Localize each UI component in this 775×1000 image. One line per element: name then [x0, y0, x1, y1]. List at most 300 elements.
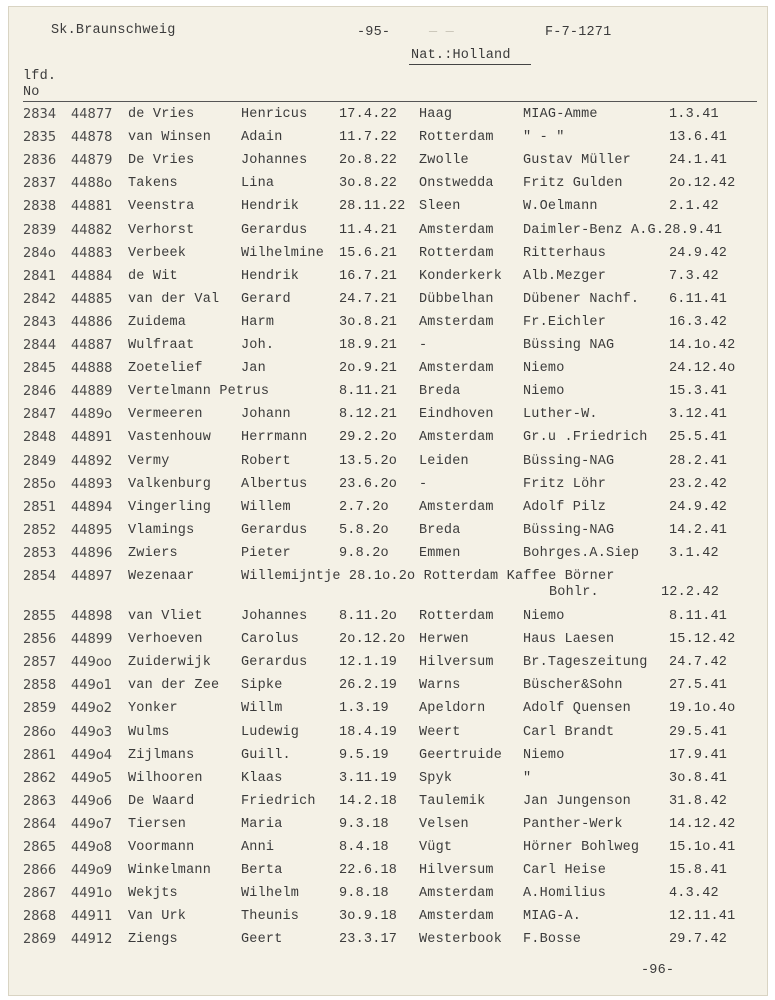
row-birth-date: 23.3.17	[339, 932, 398, 948]
row-first-name: Jan	[241, 361, 266, 377]
row-first-name: Albertus	[241, 476, 308, 492]
row-birth-date: 9.3.18	[339, 816, 389, 832]
row-number: 44879	[71, 153, 113, 169]
row-birth-place: Westerbook	[419, 932, 503, 948]
row-number: 44881	[71, 199, 113, 215]
table-row	[9, 725, 767, 747]
row-first-name: Friedrich	[241, 793, 316, 809]
row-lfd: 2864	[23, 816, 57, 832]
row-birth-date: 11.7.22	[339, 130, 398, 146]
row-surname: Ziengs	[128, 932, 178, 948]
row-surname: Veenstra	[128, 199, 195, 215]
table-row	[9, 932, 767, 954]
table-row	[9, 130, 767, 152]
row-employer: A.Homilius	[523, 886, 607, 902]
row-employer: Bohrges.A.Siep	[523, 545, 640, 561]
row-number: 449o6	[71, 793, 113, 809]
row-first-name: Johannes	[241, 153, 308, 169]
table-row	[9, 794, 767, 816]
row-birth-date: 3o.8.22	[339, 176, 398, 192]
nationality-heading: Nat.:Holland	[411, 48, 511, 63]
row-birth-place: Amsterdam	[419, 430, 494, 446]
row-birth-date: 2.7.2o	[339, 499, 389, 515]
row-employer: Fritz Gulden	[523, 176, 623, 192]
row-first-name: Hendrik	[241, 199, 300, 215]
row-first-name: Gerardus	[241, 655, 308, 671]
row-date: 24.1.41	[669, 153, 728, 169]
row-birth-date: 8.4.18	[339, 840, 389, 855]
row-birth-date: 11.4.21	[339, 222, 398, 238]
row-number: 449o1	[71, 678, 113, 694]
row-surname: Yonker	[128, 701, 178, 717]
row-first-name: Gerardus	[241, 522, 308, 538]
table-row	[9, 840, 767, 862]
row-number: 449o7	[71, 816, 113, 832]
row-number: 449o2	[71, 701, 113, 717]
row-lfd: 2834	[23, 107, 57, 122]
row-birth-date: 1.3.19	[339, 701, 389, 717]
row-number: 44889	[71, 384, 113, 400]
row-employer: Alb.Mezger	[523, 268, 607, 284]
row-date: 24.12.4o	[669, 361, 736, 377]
row-date: 12.11.41	[669, 909, 736, 925]
next-page-number: -96-	[641, 963, 675, 978]
row-lfd: 2855	[23, 609, 57, 624]
row-surname: Vastenhouw	[128, 430, 212, 446]
row-number: 449oo	[71, 655, 112, 671]
row-first-name: Lina	[241, 176, 275, 192]
table-row	[9, 771, 767, 793]
row-lfd: 2842	[23, 291, 57, 307]
row-surname: Van Urk	[128, 909, 187, 925]
row-date: 3.12.41	[669, 407, 728, 423]
table-row	[9, 523, 767, 545]
row-surname: Tiersen	[128, 816, 187, 832]
row-birth-date: 3.11.19	[339, 770, 398, 786]
row-first-name: Willm	[241, 701, 283, 717]
row-first-name: Maria	[241, 816, 283, 832]
table-row	[9, 107, 767, 129]
row-surname: Verbeek	[128, 245, 187, 261]
row-number: 44882	[71, 222, 113, 238]
row-first-name: Hendrik	[241, 268, 300, 284]
row-lfd: 2848	[23, 430, 57, 446]
row-birth-date: 8.11.2o	[339, 609, 398, 624]
row-birth-date: 9.8.2o	[339, 545, 389, 561]
row-date: 23.2.42	[669, 476, 728, 492]
table-row	[9, 909, 767, 931]
row-birth-date: 2o.8.22	[339, 153, 398, 169]
row-employer: Jan Jungenson	[523, 793, 631, 809]
row-lfd: 2844	[23, 338, 57, 353]
row-date: 15.3.41	[669, 384, 728, 400]
row-birth-date: 15.6.21	[339, 245, 398, 261]
row-first-name: Henricus	[241, 107, 308, 122]
row-first-name: Gerard	[241, 291, 291, 307]
row-birth-place: Zwolle	[419, 153, 469, 169]
row-date: 16.3.42	[669, 314, 728, 330]
row-employer: "	[523, 770, 532, 786]
row-lfd: 2866	[23, 863, 57, 879]
row-first-name: Gerardus	[241, 222, 308, 238]
row-employer: Niemo	[523, 609, 565, 624]
row-birth-date: 14.2.18	[339, 793, 398, 809]
table-row	[9, 176, 767, 198]
row-number: 44895	[71, 522, 113, 538]
row-birth-place: Amsterdam	[419, 886, 494, 902]
row-lfd: 2852	[23, 522, 57, 538]
row-birth-place: Geertruide	[419, 747, 503, 763]
row-date: 14.2.41	[669, 522, 728, 538]
row-first-name: Willem	[241, 499, 291, 515]
row-surname: de Wit	[128, 268, 178, 284]
row-surname: van Vliet	[128, 609, 203, 624]
table-row	[9, 886, 767, 908]
row-date: 25.5.41	[669, 430, 728, 446]
row-date: 15.1o.41	[669, 840, 736, 855]
row-lfd: 285o	[23, 476, 56, 492]
row-first-name: Joh.	[241, 338, 275, 353]
row-employer: Gr.u .Friedrich	[523, 430, 648, 446]
row-birth-place: Amsterdam	[419, 222, 494, 238]
row-birth-date: 16.7.21	[339, 268, 398, 284]
row-number: 44891	[71, 430, 113, 446]
row-date: 29.5.41	[669, 724, 728, 740]
row-number: 44899	[71, 632, 113, 648]
row-first-name: Guill.	[241, 747, 291, 763]
row-birth-place: Velsen	[419, 816, 469, 832]
row-employer: Carl Heise	[523, 863, 607, 879]
row-date: 19.1o.4o	[669, 701, 736, 717]
row-date: 27.5.41	[669, 678, 728, 694]
row-first-name: Willemijntje 28.1o.2o Rotterdam Kaffee Börner	[241, 569, 615, 584]
row-number: 44884	[71, 268, 113, 284]
row-number: 44896	[71, 545, 113, 561]
row-surname: Verhorst	[128, 222, 195, 238]
row-lfd: 2854	[23, 569, 57, 584]
row-number: 44886	[71, 314, 113, 330]
row-number: 44892	[71, 453, 113, 469]
header-rule	[23, 101, 757, 102]
row-surname: Zoetelief	[128, 361, 203, 377]
row-date: 14.12.42	[669, 816, 736, 832]
document-page	[8, 6, 768, 996]
row-employer: Daimler-Benz A.G.28.9.41	[523, 222, 723, 238]
table-row	[9, 430, 767, 452]
row-birth-date: 2o.9.21	[339, 361, 398, 377]
row-surname: Vertelmann Petrus	[128, 384, 270, 400]
table-row	[9, 454, 767, 476]
row-birth-date: 13.5.2o	[339, 453, 398, 469]
row-employer: Ritterhaus	[523, 245, 607, 261]
table-row	[9, 655, 767, 677]
table-row	[9, 315, 767, 337]
row-birth-place: Rotterdam	[419, 130, 494, 146]
row-surname: de Vries	[128, 107, 195, 122]
row-first-name: Anni	[241, 840, 275, 855]
row-employer: Adolf Pilz	[523, 499, 607, 515]
row-employer: Büssing NAG	[523, 338, 615, 353]
table-row	[9, 269, 767, 291]
row-surname: Wulfraat	[128, 338, 195, 353]
table-row	[9, 199, 767, 221]
row-birth-place: Emmen	[419, 545, 461, 561]
row-lfd: 2869	[23, 932, 57, 948]
row-first-name: Ludewig	[241, 724, 300, 740]
file-reference: F-7-1271	[545, 25, 612, 40]
row-birth-place: Warns	[419, 678, 461, 694]
row-surname: Wezenaar	[128, 569, 195, 584]
row-first-name: Wilhelm	[241, 886, 300, 902]
row-birth-date: 23.6.2o	[339, 476, 398, 492]
row-first-name: Geert	[241, 932, 283, 948]
row-surname: Takens	[128, 176, 178, 192]
row-birth-date: 18.9.21	[339, 338, 398, 353]
row-number: 44887	[71, 338, 113, 353]
table-row	[9, 153, 767, 175]
row-employer: MIAG-A.	[523, 909, 582, 925]
row-date: 24.7.42	[669, 655, 728, 671]
row-lfd: 2849	[23, 453, 57, 469]
row-birth-place: Konderkerk	[419, 268, 503, 284]
row-lfd: 2856	[23, 632, 57, 648]
row-surname: Vlamings	[128, 522, 195, 538]
table-row	[9, 500, 767, 522]
column-header-no: No	[23, 85, 40, 100]
row-surname: Zijlmans	[128, 747, 195, 763]
row-employer: F.Bosse	[523, 932, 582, 948]
nationality-underline	[409, 64, 531, 65]
row-lfd: 2839	[23, 222, 57, 238]
row-employer: Büssing-NAG	[523, 453, 615, 469]
row-number: 44911	[71, 909, 113, 925]
row-number: 449o9	[71, 863, 113, 879]
row-first-name: Johannes	[241, 609, 308, 624]
row-surname: Wilhooren	[128, 770, 203, 786]
table-row	[9, 338, 767, 360]
row-birth-place: Amsterdam	[419, 314, 494, 330]
row-surname: Wekjts	[128, 886, 178, 902]
row-birth-date: 29.2.2o	[339, 430, 398, 446]
row-employer: Hörner Bohlweg	[523, 840, 640, 855]
row-birth-date: 5.8.2o	[339, 522, 389, 538]
row-surname: Zuiderwijk	[128, 655, 212, 671]
row-birth-place: -	[419, 338, 428, 353]
row-lfd: 2853	[23, 545, 57, 561]
row-number: 44878	[71, 130, 113, 146]
row-lfd: 284o	[23, 245, 56, 261]
table-row	[9, 678, 767, 700]
row-surname: Vingerling	[128, 499, 212, 515]
column-header-lfd: lfd.	[23, 69, 57, 84]
row-birth-place: Amsterdam	[419, 361, 494, 377]
row-birth-date: 9.5.19	[339, 747, 389, 763]
row-birth-date: 8.12.21	[339, 407, 398, 423]
row-birth-place: Vügt	[419, 840, 453, 855]
row-first-name: Johann	[241, 407, 291, 423]
row-date: 28.2.41	[669, 453, 728, 469]
row-birth-date: 22.6.18	[339, 863, 398, 879]
row-birth-place: -	[419, 476, 428, 492]
row-surname: van Winsen	[128, 130, 212, 146]
row-lfd: 2867	[23, 886, 57, 902]
row-surname: De Vries	[128, 153, 195, 169]
row-date: 2o.12.42	[669, 176, 736, 192]
row-lfd: 2859	[23, 701, 57, 717]
row-birth-date: 3o.9.18	[339, 909, 398, 925]
row-date: 3o.8.41	[669, 770, 728, 786]
row-birth-date: 2o.12.2o	[339, 632, 406, 648]
row-birth-place: Breda	[419, 384, 461, 400]
row-lfd: 2841	[23, 268, 57, 284]
location-heading: Sk.Braunschweig	[51, 23, 176, 38]
row-date: 6.11.41	[669, 291, 728, 307]
row-birth-place: Onstwedda	[419, 176, 494, 192]
row-employer: Panther-Werk	[523, 816, 623, 832]
row-surname: Verhoeven	[128, 632, 203, 648]
row-date: 24.9.42	[669, 245, 728, 261]
row-birth-date: 18.4.19	[339, 724, 398, 740]
row-birth-place: Rotterdam	[419, 609, 494, 624]
row-employer: MIAG-Amme	[523, 107, 598, 122]
table-row	[9, 863, 767, 885]
row-lfd: 2861	[23, 747, 57, 763]
row-employer: Niemo	[523, 361, 565, 377]
row-first-name: Harm	[241, 314, 275, 330]
row-number: 44885	[71, 291, 113, 307]
row-employer-continuation: Bohlr.	[549, 585, 599, 600]
row-date: 8.11.41	[669, 609, 728, 624]
row-birth-place: Breda	[419, 522, 461, 538]
row-lfd: 2862	[23, 770, 57, 786]
row-date: 31.8.42	[669, 793, 728, 809]
row-first-name: Wilhelmine	[241, 245, 325, 261]
row-number: 4491o	[71, 886, 113, 902]
row-employer: W.Oelmann	[523, 199, 598, 215]
row-first-name: Pieter	[241, 545, 291, 561]
row-number: 449o5	[71, 770, 113, 786]
row-birth-place: Amsterdam	[419, 499, 494, 515]
row-employer: Carl Brandt	[523, 724, 615, 740]
row-lfd: 2857	[23, 655, 57, 671]
table-row	[9, 748, 767, 770]
row-surname: Zwiers	[128, 545, 178, 561]
row-date: 1.3.41	[669, 107, 719, 122]
row-surname: Valkenburg	[128, 476, 212, 492]
row-employer: Gustav Müller	[523, 153, 631, 169]
row-lfd: 2863	[23, 793, 57, 809]
row-birth-date: 28.11.22	[339, 199, 406, 215]
row-birth-place: Spyk	[419, 770, 453, 786]
row-lfd: 2847	[23, 407, 57, 423]
row-birth-place: Rotterdam	[419, 245, 494, 261]
row-employer: Büscher&Sohn	[523, 678, 623, 694]
row-date: 13.6.41	[669, 130, 728, 146]
table-row	[9, 384, 767, 406]
table-row	[9, 246, 767, 268]
row-birth-place: Leiden	[419, 453, 469, 469]
row-employer: Br.Tageszeitung	[523, 655, 648, 671]
table-row	[9, 223, 767, 245]
row-employer: " - "	[523, 130, 565, 146]
row-lfd: 2837	[23, 176, 57, 192]
row-number: 44897	[71, 569, 113, 584]
row-lfd: 2843	[23, 314, 57, 330]
row-number: 4488o	[71, 176, 113, 192]
row-date: 7.3.42	[669, 268, 719, 284]
row-employer: Adolf Quensen	[523, 701, 631, 717]
row-lfd: 2846	[23, 384, 57, 400]
row-number: 449o8	[71, 840, 113, 855]
row-birth-place: Amsterdam	[419, 909, 494, 925]
page-number: -95-	[357, 25, 391, 40]
row-date: 15.8.41	[669, 863, 728, 879]
row-number: 44912	[71, 932, 113, 948]
row-date: 3.1.42	[669, 545, 719, 561]
row-number: 44888	[71, 361, 113, 377]
row-surname: van der Zee	[128, 678, 220, 694]
table-row	[9, 632, 767, 654]
row-date: 14.1o.42	[669, 338, 736, 353]
row-birth-place: Sleen	[419, 199, 461, 215]
faint-stamp: — —	[429, 25, 454, 40]
row-number: 44898	[71, 609, 113, 624]
row-surname: Voormann	[128, 840, 195, 855]
row-surname: Zuidema	[128, 314, 187, 330]
row-date: 17.9.41	[669, 747, 728, 763]
row-birth-date: 3o.8.21	[339, 314, 398, 330]
row-birth-place: Eindhoven	[419, 407, 494, 423]
row-employer: Niemo	[523, 384, 565, 400]
row-date: 15.12.42	[669, 632, 736, 648]
table-row	[9, 292, 767, 314]
row-lfd: 2836	[23, 153, 57, 169]
table-row	[9, 701, 767, 723]
row-number: 44894	[71, 499, 113, 515]
row-date: 4.3.42	[669, 886, 719, 902]
row-date-continuation: 12.2.42	[661, 585, 720, 600]
row-lfd: 2858	[23, 678, 57, 694]
row-birth-place: Hilversum	[419, 655, 494, 671]
row-employer: Fritz Löhr	[523, 476, 607, 492]
row-number: 44893	[71, 476, 113, 492]
row-birth-place: Haag	[419, 107, 453, 122]
row-employer: Haus Laesen	[523, 632, 615, 648]
row-surname: Winkelmann	[128, 863, 212, 879]
row-birth-place: Herwen	[419, 632, 469, 648]
row-birth-place: Dübbelhan	[419, 291, 494, 307]
row-employer: Luther-W.	[523, 407, 598, 423]
row-surname: Vermeeren	[128, 407, 203, 423]
row-first-name: Carolus	[241, 632, 300, 648]
row-employer: Dübener Nachf.	[523, 291, 640, 307]
row-first-name: Berta	[241, 863, 283, 879]
row-birth-date: 12.1.19	[339, 655, 398, 671]
row-number: 449o3	[71, 724, 113, 740]
row-lfd: 286o	[23, 724, 56, 740]
row-lfd: 2865	[23, 840, 57, 855]
row-lfd: 2845	[23, 361, 57, 377]
row-date: 29.7.42	[669, 932, 728, 948]
row-lfd: 2868	[23, 909, 57, 925]
row-birth-date: 17.4.22	[339, 107, 398, 122]
table-row	[9, 407, 767, 429]
row-first-name: Klaas	[241, 770, 283, 786]
row-surname: Wulms	[128, 724, 170, 740]
row-first-name: Robert	[241, 453, 291, 469]
row-first-name: Herrmann	[241, 430, 308, 446]
row-first-name: Sipke	[241, 678, 283, 694]
